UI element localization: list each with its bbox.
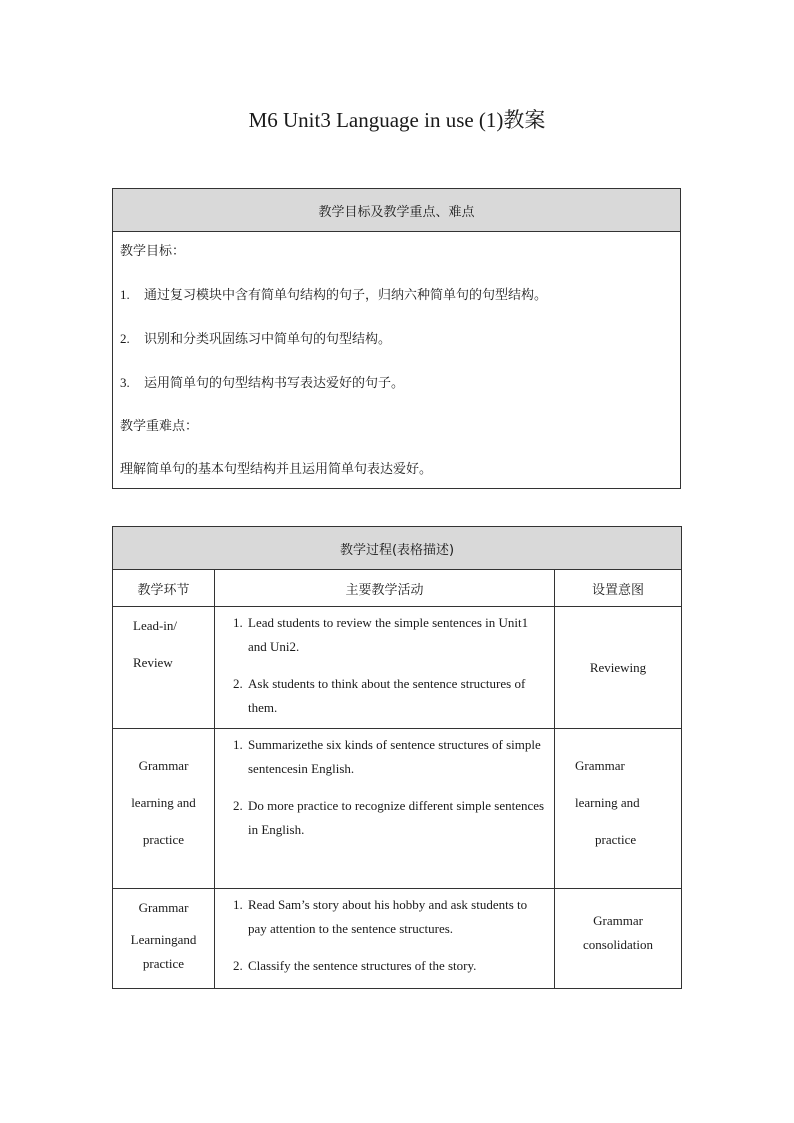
stage-line: Grammar bbox=[138, 758, 189, 773]
objective-number: 2. bbox=[120, 331, 130, 346]
stage-line: Learningand bbox=[130, 932, 197, 947]
activities-cell bbox=[215, 889, 555, 989]
objective-item bbox=[120, 285, 673, 306]
purpose-line: learning and bbox=[575, 795, 640, 810]
column-header-stage: 教学环节 bbox=[113, 570, 215, 607]
objective-item bbox=[120, 329, 673, 350]
stage-cell bbox=[113, 607, 215, 729]
purpose-line: Reviewing bbox=[589, 659, 647, 675]
purpose-cell bbox=[555, 729, 682, 889]
objectives-label: 教学目标： bbox=[120, 244, 186, 259]
table-row bbox=[113, 607, 682, 729]
objective-text: 运用简单句的句型结构书写表达爱好的句子。 bbox=[144, 376, 405, 391]
document-title: M6 Unit3 Language in use (1)教案 bbox=[248, 108, 546, 132]
activity-item: 1. Summarizethe six kinds of sentence structures of simple sentencesin English. bbox=[246, 733, 548, 781]
purpose-line: Grammar bbox=[575, 758, 625, 773]
objective-text: 通过复习模块中含有简单句结构的句子，归纳六种简单句的句型结构。 bbox=[144, 288, 548, 303]
column-header-activities: 主要教学活动 bbox=[215, 570, 555, 607]
purpose-line: practice bbox=[595, 832, 637, 847]
stage-line: practice bbox=[142, 956, 185, 971]
purpose-cell bbox=[555, 607, 682, 729]
stage-line: Lead-in/ bbox=[133, 618, 178, 633]
stage-cell bbox=[113, 729, 215, 889]
activity-item: 2. Ask students to think about the sentence structures of them. bbox=[246, 672, 548, 720]
activity-item: 2. Classify the sentence structures of the story. bbox=[246, 954, 548, 978]
key-points-label: 教学重难点： bbox=[120, 419, 199, 434]
purpose-line: consolidation bbox=[582, 937, 654, 952]
process-table bbox=[112, 526, 682, 989]
objective-item bbox=[120, 373, 673, 394]
stage-line: Review bbox=[133, 655, 173, 670]
objective-number: 3. bbox=[120, 375, 130, 390]
activity-item: 2. Do more practice to recognize different simple sentences in English. bbox=[246, 794, 548, 842]
table-row bbox=[113, 889, 682, 989]
objective-number: 1. bbox=[120, 287, 130, 302]
objectives-table-header: 教学目标及教学重点、难点 bbox=[113, 189, 681, 232]
activities-cell bbox=[215, 729, 555, 889]
purpose-cell bbox=[555, 889, 682, 989]
stage-line: learning and bbox=[131, 795, 196, 810]
stage-line: practice bbox=[142, 832, 185, 847]
column-header-purpose: 设置意图 bbox=[555, 570, 682, 607]
process-table-header: 教学过程(表格描述) bbox=[113, 527, 682, 570]
stage-cell bbox=[113, 889, 215, 989]
activity-item: 1. Lead students to review the simple sentences in Unit1 and Uni2. bbox=[246, 611, 548, 659]
objectives-table bbox=[112, 188, 681, 489]
activities-cell bbox=[215, 607, 555, 729]
table-row bbox=[113, 729, 682, 889]
activity-item: 1. Read Sam’s story about his hobby and ask students to pay attention to the sentence structures. bbox=[246, 893, 548, 941]
objectives-table-body bbox=[113, 232, 681, 489]
stage-line: Grammar bbox=[138, 900, 189, 915]
key-points-text: 理解简单句的基本句型结构并且运用简单句表达爱好。 bbox=[120, 462, 433, 477]
objective-text: 识别和分类巩固练习中简单句的句型结构。 bbox=[144, 332, 392, 347]
purpose-line: Grammar bbox=[593, 913, 643, 928]
